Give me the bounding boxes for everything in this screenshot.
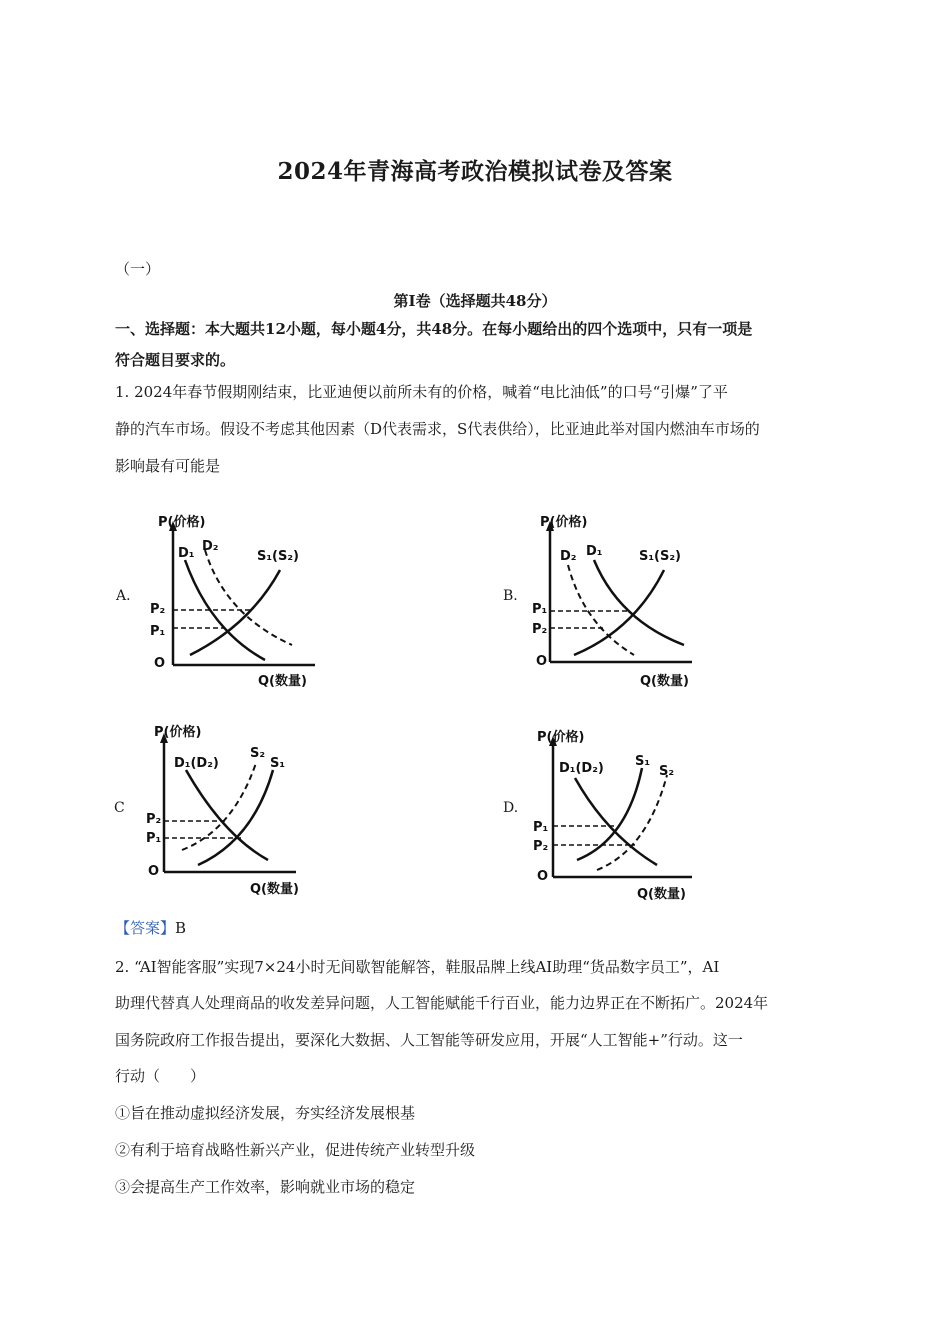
supply-curve-s1 xyxy=(198,770,273,865)
option-c-chart xyxy=(138,715,338,904)
y-axis-label: P(价格) xyxy=(158,515,206,530)
demand-curve-d2 xyxy=(205,550,292,645)
demand-curve-d1d2 xyxy=(575,778,657,865)
q1-stem-line-1: 1. 2024年春节假期刚结束，比亚迪便以前所未有的价格，喊着“电比油低”的口号“引爆”了平 xyxy=(115,383,728,401)
price-label-top: P₁ xyxy=(533,820,549,835)
x-axis-label: Q(数量) xyxy=(258,674,307,689)
price-label-top: P₂ xyxy=(150,602,166,617)
curve-label-s1: S₁ xyxy=(270,756,286,771)
answer-tag: 【答案】 xyxy=(115,919,176,937)
curve-label-s: S₁(S₂) xyxy=(639,549,681,564)
q2-stem-line-2: 助理代替真人处理商品的收发差异问题，人工智能赋能千行百业，能力边界正在不断拓广。2024年 xyxy=(115,994,769,1012)
section-marker: （一） xyxy=(115,260,161,278)
y-axis-label: P(价格) xyxy=(154,725,202,740)
curve-label-s2: S₂ xyxy=(659,764,675,779)
x-axis-label: Q(数量) xyxy=(640,674,689,689)
origin-label: O xyxy=(154,656,166,671)
curve-label-s1: S₁ xyxy=(635,754,651,769)
curve-label-s2: S₂ xyxy=(250,746,266,761)
price-label-top: P₁ xyxy=(532,602,548,617)
curve-label-d1: D₁ xyxy=(178,546,195,561)
supply-curve-s1s2 xyxy=(190,570,280,655)
curve-label-d1: D₁ xyxy=(586,544,603,559)
x-axis-label: Q(数量) xyxy=(250,882,299,897)
option-b-label: B. xyxy=(503,588,518,604)
option-b-chart xyxy=(524,505,724,694)
q2-stem-line-4: 行动（ ） xyxy=(115,1067,206,1085)
answer-value: B xyxy=(175,919,187,937)
option-d-chart xyxy=(527,720,727,909)
q1-answer xyxy=(115,917,186,938)
q2-option-1: ①旨在推动虚拟经济发展，夯实经济发展根基 xyxy=(115,1104,416,1122)
curve-label-d2: D₂ xyxy=(202,539,219,554)
instruction-line-1: 一、选择题：本大题共12小题，每小题4分，共48分。在每小题给出的四个选项中，只有一项是 xyxy=(115,320,753,338)
option-d-label: D. xyxy=(503,800,519,816)
supply-curve-s2 xyxy=(182,763,256,850)
q2-option-3: ③会提高生产工作效率，影响就业市场的稳定 xyxy=(115,1178,416,1196)
volume-title: 第Ⅰ卷（选择题共48分） xyxy=(393,292,557,310)
curve-label-d2: D₂ xyxy=(560,549,577,564)
curve-label-d: D₁(D₂) xyxy=(174,756,219,771)
origin-label: O xyxy=(148,864,160,879)
q2-option-2: ②有利于培育战略性新兴产业，促进传统产业转型升级 xyxy=(115,1141,476,1159)
price-label-bottom: P₂ xyxy=(533,839,549,854)
curve-label-d: D₁(D₂) xyxy=(559,761,604,776)
supply-curve-s1s2 xyxy=(574,570,664,655)
page-title: 2024年青海高考政治模拟试卷及答案 xyxy=(277,158,673,185)
q1-stem-line-2: 静的汽车市场。假设不考虑其他因素（D代表需求，S代表供给），比亚迪此举对国内燃油车市场的 xyxy=(115,420,760,438)
origin-label: O xyxy=(537,869,549,884)
x-axis-label: Q(数量) xyxy=(637,887,686,902)
q2-stem-line-3: 国务院政府工作报告提出，要深化大数据、人工智能等研发应用，开展“人工智能+”行动。这一 xyxy=(115,1031,743,1049)
curve-label-s: S₁(S₂) xyxy=(257,549,299,564)
option-a-chart xyxy=(140,505,340,694)
option-c-label: C xyxy=(114,800,125,816)
price-label-top: P₂ xyxy=(146,812,162,827)
q2-stem-line-1: 2. “AI智能客服”实现7×24小时无间歇智能解答，鞋服品牌上线AI助理“货品数字员工”，AI xyxy=(115,958,720,976)
q1-stem-line-3: 影响最有可能是 xyxy=(115,457,221,475)
price-label-bottom: P₁ xyxy=(146,831,162,846)
y-axis-label: P(价格) xyxy=(537,730,585,745)
option-a-label: A. xyxy=(116,588,131,604)
y-axis-label: P(价格) xyxy=(540,515,588,530)
price-label-bottom: P₁ xyxy=(150,624,166,639)
instruction-line-2: 符合题目要求的。 xyxy=(115,351,236,369)
demand-curve-d1 xyxy=(594,560,684,645)
price-label-bottom: P₂ xyxy=(532,622,548,637)
origin-label: O xyxy=(536,654,548,669)
